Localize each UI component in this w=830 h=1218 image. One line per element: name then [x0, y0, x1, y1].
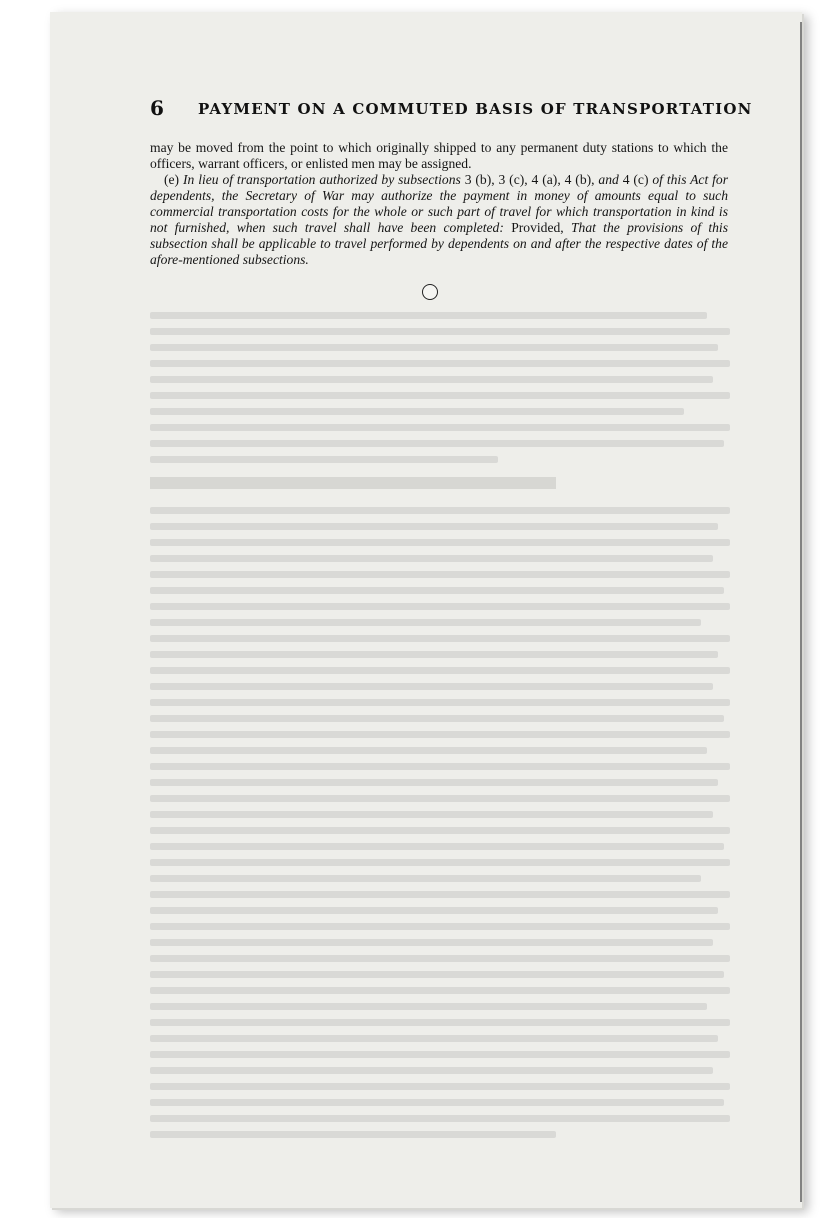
show-through-texture [150, 312, 730, 1132]
paragraph-e-text-2: of this Act for dependents, the Secretary of War may authorize the payment in money of amounts equal to such commercial transportation costs for the whole or such part of travel for which transportation in kind is not furnished, when such travel shall have been completed: [150, 172, 728, 235]
document-page [50, 12, 802, 1208]
punch-hole-icon [422, 284, 438, 300]
body-text [150, 140, 728, 268]
paragraph-e-provided: Provided, [511, 220, 564, 235]
page-number: 6 [150, 96, 164, 120]
paragraph-e-text-3: That the provisions of this subsection shall be applicable to travel performed by dependents on and after the respective dates of the afore-mentioned subsections. [150, 220, 728, 267]
paragraph-e-ref-2: 4 (c) [622, 172, 649, 187]
paragraph-e-text-1: In lieu of transportation authorized by subsections [182, 172, 465, 187]
running-head: PAYMENT ON A COMMUTED BASIS OF TRANSPORTATION [198, 100, 753, 118]
paragraph-e-label: (e) [164, 172, 180, 187]
paragraph-e-refs-1: 3 (b), 3 (c), 4 (a), 4 (b), [464, 172, 595, 187]
continuation-paragraph: may be moved from the point to which originally shipped to any permanent duty stations to which the officers, warrant officers, or enlisted men may be assigned. [150, 140, 728, 171]
paragraph-e [150, 172, 728, 268]
page-header [150, 96, 753, 126]
paragraph-e-and: and [594, 172, 623, 187]
